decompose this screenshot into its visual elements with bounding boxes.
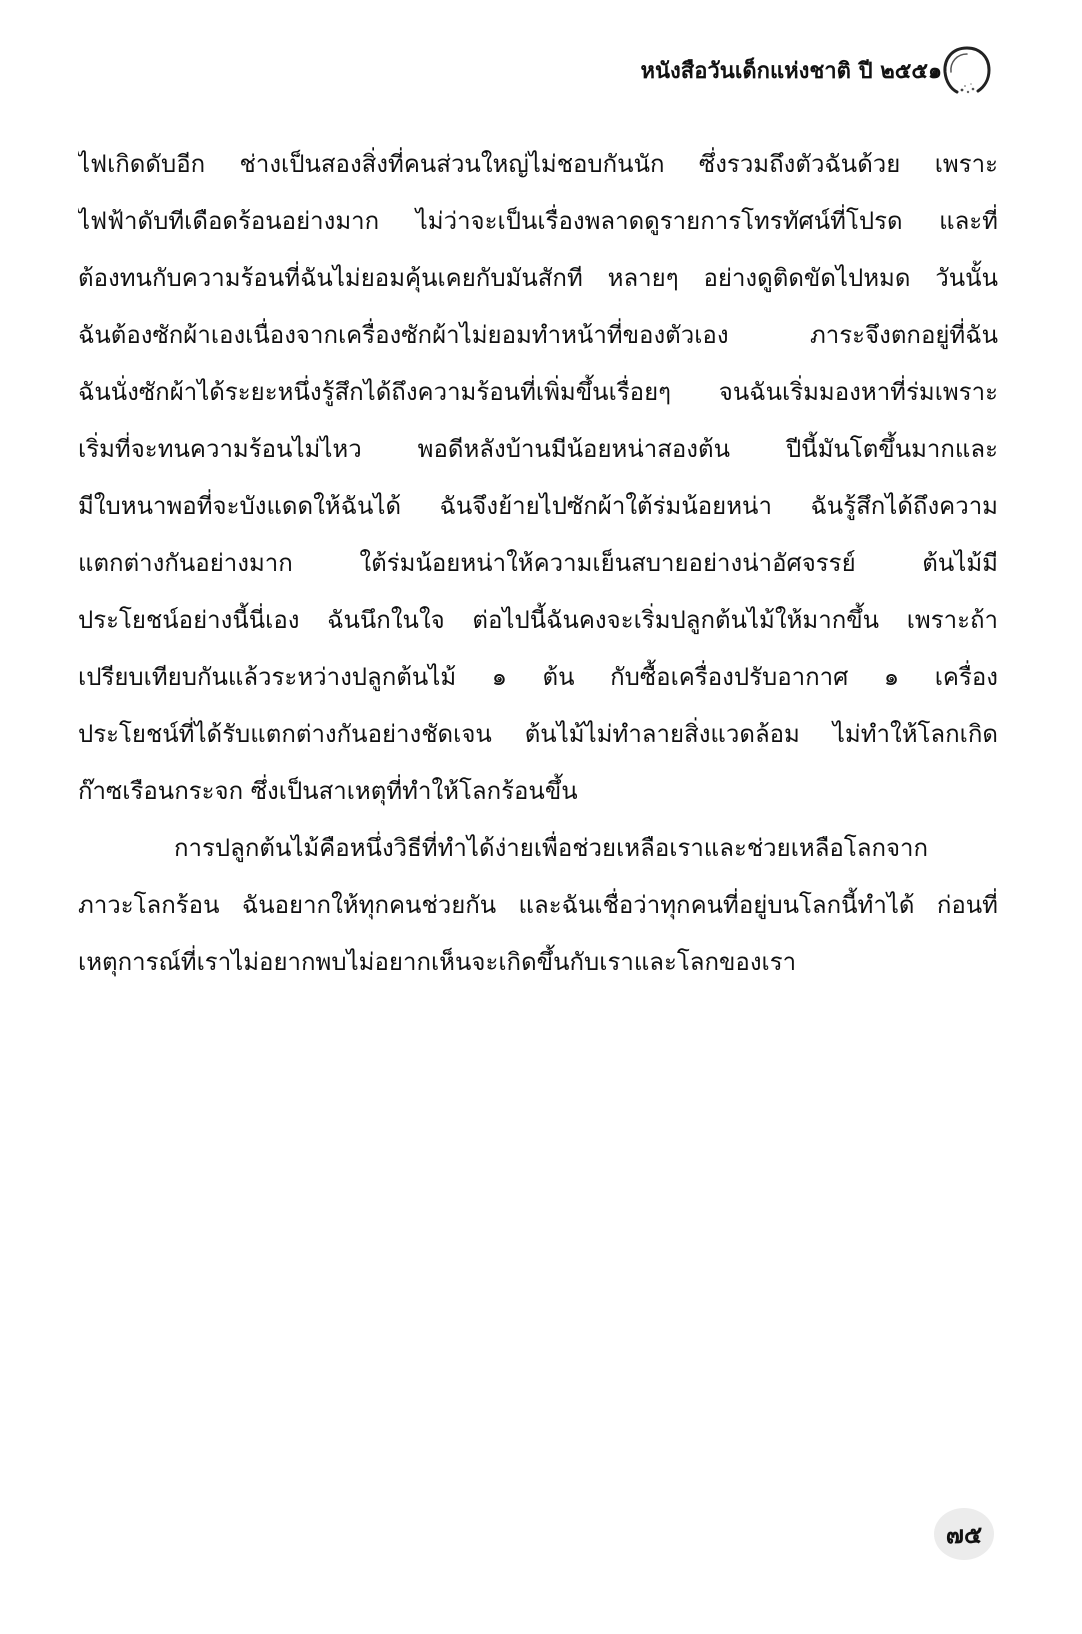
header-title: หนังสือวันเด็กแห่งชาติ ปี ๒๕๕๑ — [640, 58, 942, 84]
circle-ornament-icon — [938, 42, 996, 100]
body-text — [78, 136, 998, 991]
page-number-badge — [934, 1508, 994, 1560]
text-line: ฉันต้องซักผ้าเองเนื่องจากเครื่องซักผ้าไม่ยอมทำหน้าที่ของตัวเอง ภาระจึงตกอยู่ที่ฉัน — [78, 321, 998, 349]
text-line: ไฟเกิดดับอีก ช่างเป็นสองสิ่งที่คนส่วนใหญ่ไม่ชอบกันนัก ซึ่งรวมถึงตัวฉันด้วย เพราะ — [78, 150, 998, 178]
text-line: เหตุการณ์ที่เราไม่อยากพบไม่อยากเห็นจะเกิดขึ้นกับเราและโลกของเรา — [78, 948, 797, 976]
text-line: เริ่มที่จะทนความร้อนไม่ไหว พอดีหลังบ้านมีน้อยหน่าสองต้น ปีนี้มันโตขึ้นมากและ — [78, 435, 998, 463]
text-line: ต้องทนกับความร้อนที่ฉันไม่ยอมคุ้นเคยกับมันสักที หลายๆ อย่างดูติดขัดไปหมด วันนั้น — [78, 264, 998, 292]
text-line: ฉันนั่งซักผ้าได้ระยะหนึ่งรู้สึกได้ถึงความร้อนที่เพิ่มขึ้นเรื่อยๆ จนฉันเริ่มมองหาที่ร่มเพราะ — [78, 378, 998, 406]
text-line: ก๊าซเรือนกระจก ซึ่งเป็นสาเหตุที่ทำให้โลกร้อนขึ้น — [78, 777, 578, 805]
text-line: ประโยชน์ที่ได้รับแตกต่างกันอย่างชัดเจน ต้นไม้ไม่ทำลายสิ่งแวดล้อม ไม่ทำให้โลกเกิด — [78, 720, 998, 748]
text-line: ไฟฟ้าดับทีเดือดร้อนอย่างมาก ไม่ว่าจะเป็นเรื่องพลาดดูรายการโทรทัศน์ที่โปรด และที่ — [78, 207, 998, 235]
text-line: แตกต่างกันอย่างมาก ใต้ร่มน้อยหน่าให้ความเย็นสบายอย่างน่าอัศจรรย์ ต้นไม้มี — [78, 549, 998, 577]
running-header — [641, 50, 943, 90]
text-line: มีใบหนาพอที่จะบังแดดให้ฉันได้ ฉันจึงย้ายไปซักผ้าใต้ร่มน้อยหน่า ฉันรู้สึกได้ถึงความ — [78, 492, 998, 520]
page-number: ๗๕ — [945, 1520, 983, 1549]
paragraph-first-line: การปลูกต้นไม้คือหนึ่งวิธีที่ทำได้ง่ายเพื่อช่วยเหลือเราและช่วยเหลือโลกจาก — [174, 834, 929, 862]
text-line: เปรียบเทียบกันแล้วระหว่างปลูกต้นไม้ ๑ ต้น กับซื้อเครื่องปรับอากาศ ๑ เครื่อง — [78, 663, 998, 691]
text-line: ภาวะโลกร้อน ฉันอยากให้ทุกคนช่วยกัน และฉันเชื่อว่าทุกคนที่อยู่บนโลกนี้ทำได้ ก่อนที่ — [78, 891, 998, 919]
text-line: ประโยชน์อย่างนี้นี่เอง ฉันนึกในใจ ต่อไปนี้ฉันคงจะเริ่มปลูกต้นไม้ให้มากขึ้น เพราะถ้า — [78, 606, 998, 634]
